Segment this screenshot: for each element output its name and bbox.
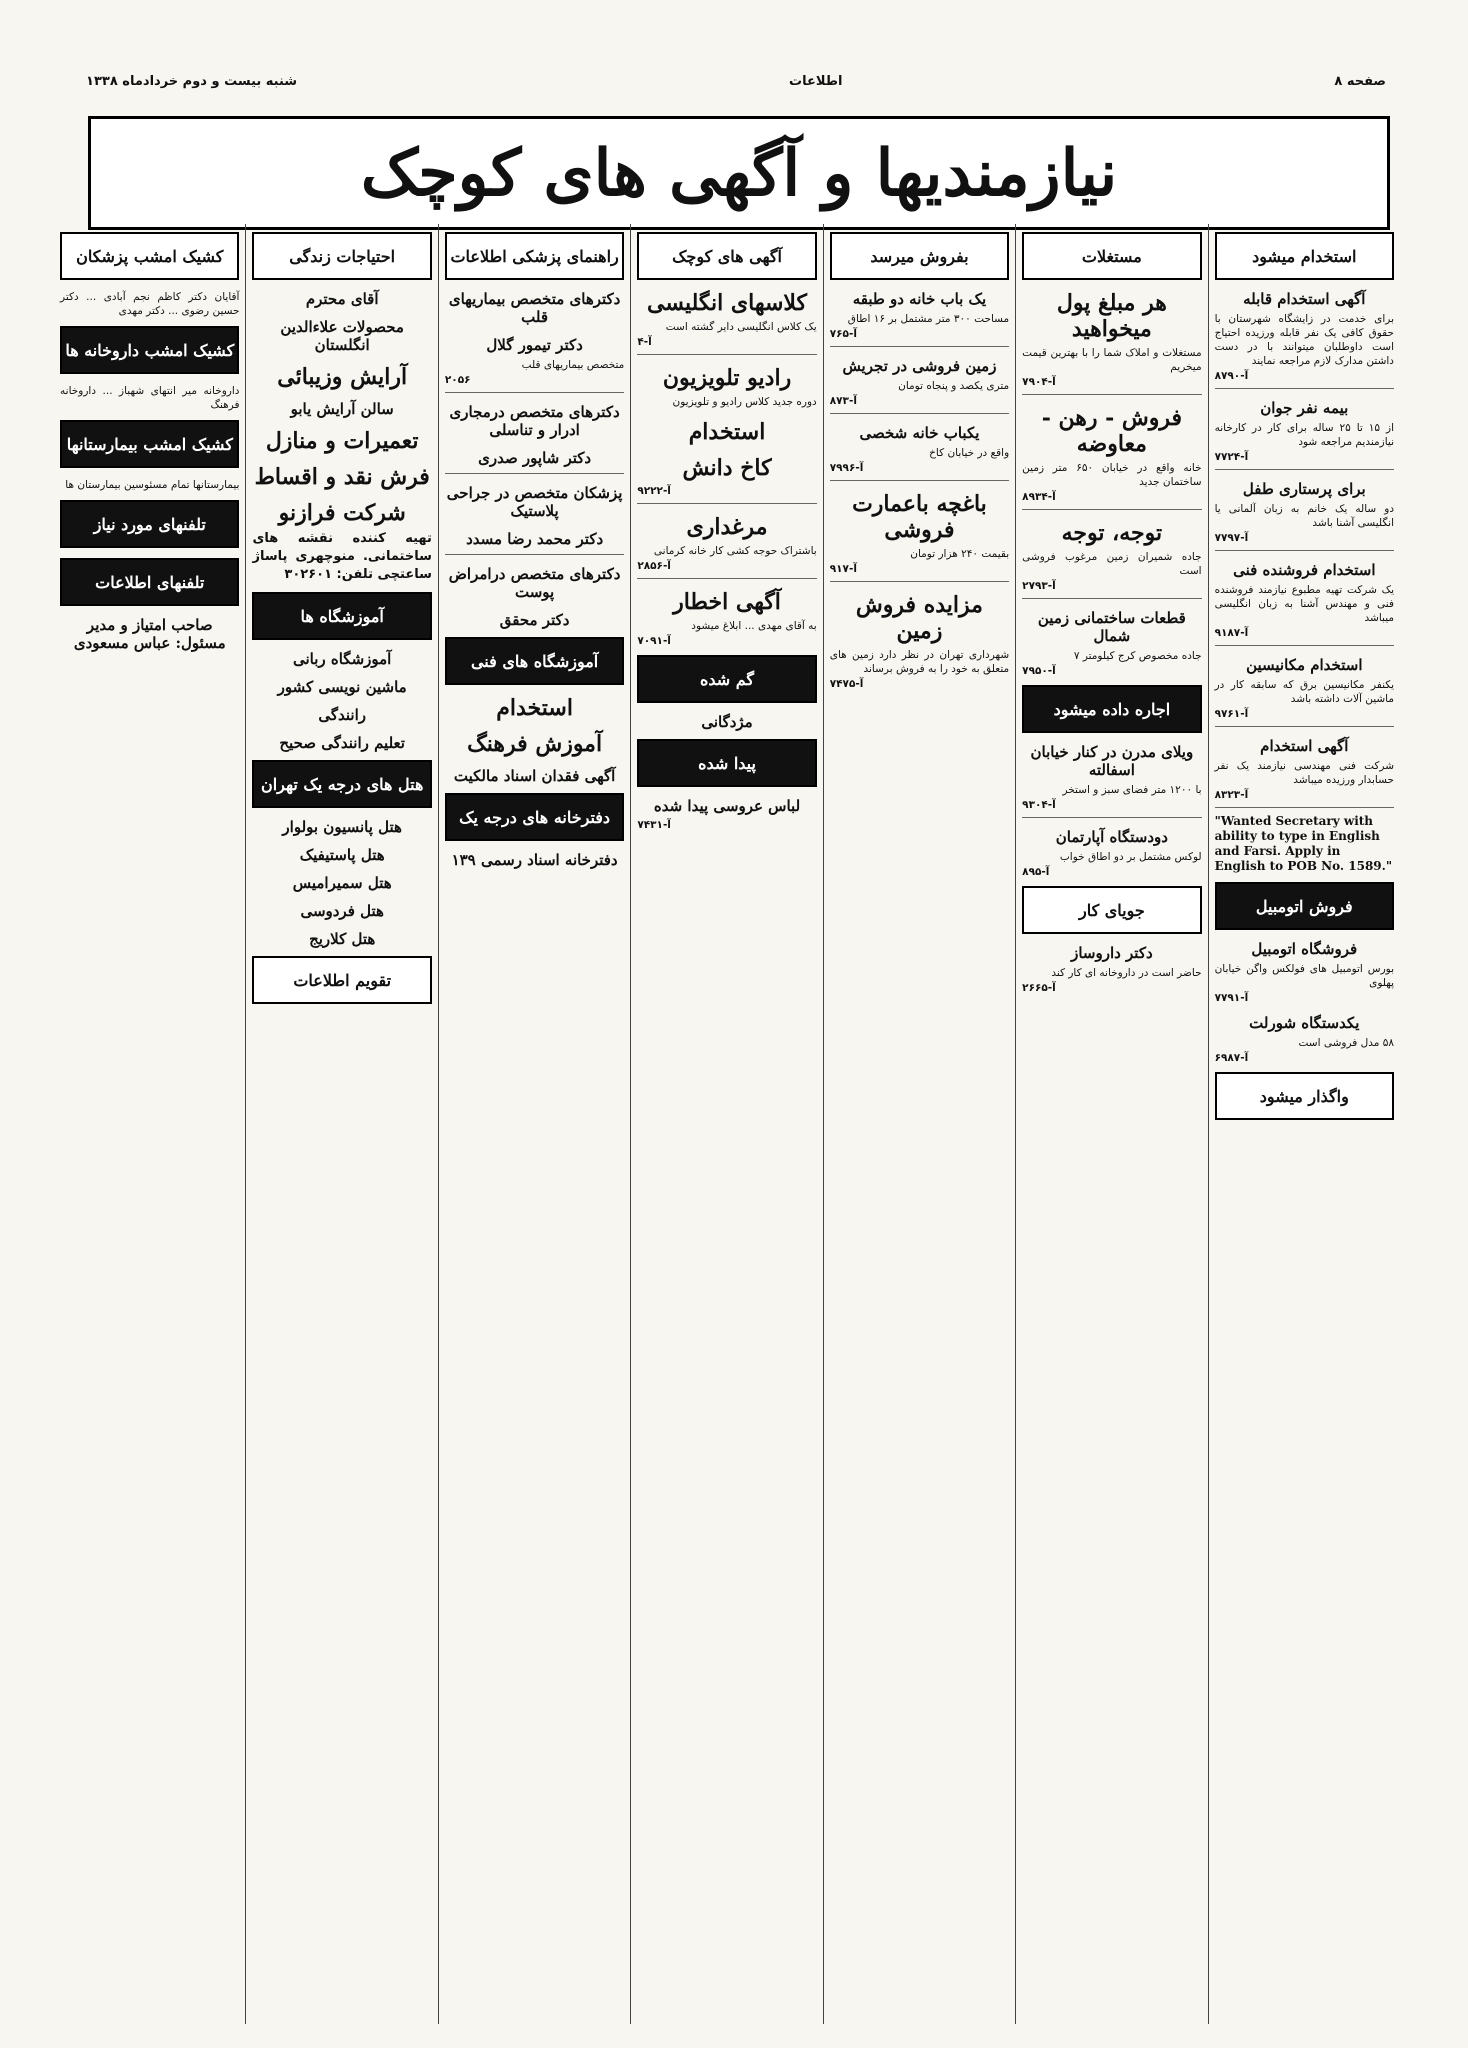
divider	[445, 392, 624, 393]
ad	[637, 455, 816, 497]
ad	[830, 357, 1009, 407]
ad-title: استخدام	[496, 695, 573, 721]
ad-title: آگهی فقدان اسناد مالکیت	[453, 767, 616, 785]
ad	[252, 464, 431, 490]
ad	[637, 419, 816, 445]
ad-title: هر مبلغ پول میخواهید	[1056, 290, 1167, 342]
ad	[1215, 656, 1394, 720]
ad-body: یک کلاس انگلیسی دایر گشته است	[665, 321, 817, 333]
divider	[1215, 550, 1394, 551]
ad-title: هتل فردوسی	[300, 902, 384, 920]
section-heading: جویای کار	[1022, 886, 1201, 934]
divider	[1022, 598, 1201, 599]
ad	[1022, 405, 1201, 503]
ad	[1022, 944, 1201, 994]
ad	[252, 290, 431, 308]
ad-body: واقع در خیابان کاخ	[929, 447, 1010, 459]
ad-title: استخدام	[688, 419, 766, 445]
ad	[252, 846, 431, 864]
divider	[1215, 807, 1394, 808]
ad-title: آگهی استخدام قابله	[1243, 290, 1366, 308]
ad-title: یکباب خانه شخصی	[859, 424, 980, 442]
ad	[830, 424, 1009, 474]
ad-code: آ-۹۲۲۲	[637, 485, 671, 497]
ad-code: آ-۹۱۸۷	[1214, 627, 1249, 639]
divider	[1215, 469, 1394, 470]
ad-title: پزشکان متخصص در جراحی پلاستیک	[446, 484, 623, 520]
ad-body: تهیه کننده نقشه های ساختمانی. منوچهری پاساژ ساعتچی تلفن: ۳۰۲۶۰۱	[252, 531, 432, 582]
ad	[445, 731, 624, 757]
ad-title: شرکت فرازنو	[278, 500, 406, 526]
column-for-sale	[823, 224, 1015, 2024]
column-heading: بفروش میرسد	[830, 232, 1009, 280]
column-night-duty	[54, 224, 245, 2024]
ad-title: کلاسهای انگلیسی	[647, 290, 808, 316]
ad-code: آ-۹۱۷	[829, 563, 857, 575]
ad-body: آقایان دکتر کاظم نجم آبادی ... دکتر حسین رضوی ... دکتر مهدی	[60, 291, 240, 317]
ad-title: دکتر محمد رضا مسدد	[466, 530, 604, 548]
ad-title: ماشین نویسی کشور	[277, 678, 407, 696]
english-ad: "Wanted Secretary with ability to type in English and Farsi. Apply in English to POB No. 1589."	[1214, 814, 1393, 873]
ad	[637, 797, 816, 831]
ad	[445, 767, 624, 785]
ad	[1215, 561, 1394, 639]
divider	[445, 554, 624, 555]
divider	[830, 413, 1009, 414]
ad-title: تعمیرات و منازل	[265, 428, 419, 454]
ad-title: فروشگاه اتومبیل	[1251, 940, 1358, 958]
ad-title: یکدستگاه شورلت	[1249, 1014, 1360, 1032]
ad-title: استخدام فروشنده فنی	[1233, 561, 1376, 579]
ad	[445, 403, 624, 439]
divider	[637, 578, 816, 579]
classifieds-columns	[54, 224, 1400, 2024]
ad-title: مرغداری	[686, 514, 768, 540]
ad-code: ۲۰۵۶	[444, 374, 471, 386]
ad	[1215, 399, 1394, 463]
ad-title: آگهی اخطار	[673, 589, 781, 615]
ad-code: آ-۹۷۶۱	[1214, 708, 1249, 720]
ad-code: آ-۲۶۶۵	[1022, 982, 1056, 994]
ad-title: رادیو تلویزیون	[662, 365, 792, 391]
ad-body: مستغلات و املاک شما را با بهترین قیمت میخریم	[1022, 347, 1202, 373]
column-heading: آگهی های کوچک	[637, 232, 816, 280]
ad	[252, 428, 431, 454]
ad	[445, 565, 624, 601]
ad-body: متری یکصد و پنجاه تومان	[898, 380, 1010, 392]
section-heading: گم شده	[637, 655, 816, 703]
ad-code: آ-۷۰۹۱	[637, 635, 671, 647]
ad-code: آ-۷۴۳۱	[637, 819, 671, 831]
ad	[830, 491, 1009, 575]
column-heading: مستغلات	[1022, 232, 1201, 280]
footer-credit: صاحب امتیاز و مدیر مسئول: عباس مسعودی	[73, 616, 226, 652]
section-heading: اجاره داده میشود	[1022, 685, 1201, 733]
column-real-estate	[1015, 224, 1207, 2024]
section-heading: آموزشگاه ها	[252, 592, 431, 640]
ad-code: آ-۸۷۳	[829, 395, 857, 407]
ad-title: آموزشگاه ربانی	[292, 650, 392, 668]
ad-code: آ-۸۹۵	[1022, 866, 1050, 878]
ad	[252, 818, 431, 836]
ad	[1215, 737, 1394, 801]
ad-title: هتل پانسیون بولوار	[282, 818, 402, 836]
ad	[252, 706, 431, 724]
divider	[1215, 388, 1394, 389]
ad-body: به آقای مهدی ... ابلاغ میشود	[691, 620, 817, 632]
ad-title: دکتر شاپور صدری	[478, 449, 592, 467]
ad	[252, 364, 431, 390]
ad-title: هتل سمیرامیس	[292, 874, 392, 892]
divider	[1215, 726, 1394, 727]
ad-title: زمین فروشی در تجریش	[842, 357, 997, 375]
masthead	[88, 116, 1390, 230]
divider	[830, 480, 1009, 481]
ad-title: دکتر داروساز	[1071, 944, 1153, 962]
ad-title: یک باب خانه دو طبقه	[852, 290, 987, 308]
section-heading: واگذار میشود	[1215, 1072, 1394, 1120]
ad-title: مزایده فروش زمین	[855, 592, 983, 644]
ad-title: استخدام مکانیسین	[1246, 656, 1363, 674]
ad-title: آموزش فرهنگ	[467, 731, 603, 757]
ad-body: دوره جدید کلاس رادیو و تلویزیون	[672, 396, 817, 408]
divider	[637, 503, 816, 504]
divider	[830, 346, 1009, 347]
ad-body: ۵۸ مدل فروشی است	[1298, 1037, 1394, 1049]
ad-body: بقیمت ۲۴۰ هزار تومان	[910, 548, 1010, 560]
ad-title: مژدگانی	[701, 713, 753, 731]
divider	[637, 354, 816, 355]
ad	[637, 290, 816, 348]
section-heading: کشیک امشب بیمارستانها	[60, 420, 239, 468]
ad	[252, 678, 431, 696]
ad	[252, 734, 431, 752]
ad-title: آگهی استخدام	[1260, 737, 1349, 755]
ad	[830, 290, 1009, 340]
ad	[252, 930, 431, 948]
ad-body: از ۱۵ تا ۲۵ ساله برای کار در کارخانه نیازمندیم مراجعه شود	[1214, 422, 1395, 448]
ad-body: داروخانه میر انتهای شهباز ... داروخانه فرهنگ	[60, 385, 240, 411]
ad	[637, 713, 816, 731]
ad-body: خانه واقع در خیابان ۶۵۰ متر زمین ساختمان جدید	[1022, 462, 1202, 488]
ad-code: آ-۸۳۲۳	[1214, 789, 1249, 801]
ad-title: لباس عروسی پیدا شده	[653, 797, 801, 815]
ad-code: آ-۷۷۹۷	[1214, 532, 1249, 544]
ad-code: آ-۷۹۵۰	[1022, 665, 1056, 677]
ad-body: باشتراک حوجه کشی کار خانه کرمانی	[653, 545, 817, 557]
column-heading: احتیاجات زندگی	[252, 232, 431, 280]
ad-code: آ-۷۷۲۴	[1214, 451, 1249, 463]
ad	[830, 592, 1009, 690]
ad-body: بورس اتومبیل های فولکس واگن خیابان پهلوی	[1214, 963, 1394, 989]
ad	[252, 500, 431, 584]
divider	[830, 581, 1009, 582]
ad-title: سالن آرایش یابو	[290, 400, 394, 418]
ad	[1215, 1014, 1394, 1064]
column-heading: راهنمای پزشکی اطلاعات	[445, 232, 624, 280]
column-heading: استخدام میشود	[1215, 232, 1394, 280]
column-heading: کشیک امشب پزشکان	[60, 232, 239, 280]
section-heading: دفترخانه های درجه یک	[445, 793, 624, 841]
divider	[1215, 645, 1394, 646]
ad-code: آ-۶۹۸۷	[1214, 1052, 1249, 1064]
page-number: صفحه ۸	[1334, 74, 1386, 89]
ad-body: شرکت فنی مهندسی نیازمند یک نفر حسابدار ورزیده میباشد	[1214, 760, 1394, 786]
ad-body: بیمارستانها تمام مسئوسین بیمارستان ها	[65, 479, 240, 491]
ad-code: آ-۷۹۰۴	[1022, 376, 1056, 388]
paper-name: اطلاعات	[789, 74, 843, 89]
ad-code: آ-۲۸۵۶	[637, 560, 671, 572]
ad-title: قطعات ساختمانی زمین شمال	[1037, 609, 1186, 645]
ad	[252, 650, 431, 668]
ad-title: برای پرستاری طفل	[1242, 480, 1366, 498]
column-small-ads	[630, 224, 822, 2024]
ad	[1022, 828, 1201, 878]
ad	[1022, 743, 1201, 811]
ad	[1022, 609, 1201, 677]
ad-body: جاده مخصوص کرج کیلومتر ۷	[1073, 650, 1202, 662]
ad	[252, 902, 431, 920]
ad	[637, 589, 816, 647]
ad	[445, 695, 624, 721]
ad-code: آ-۸۹۳۴	[1022, 491, 1056, 503]
ad-title: دکترهای متخصص درامراض پوست	[448, 565, 621, 601]
ad	[445, 290, 624, 326]
ad-title: دکتر تیمور گلال	[486, 336, 583, 354]
divider	[1022, 817, 1201, 818]
ad-body: برای خدمت در زایشگاه شهرستان با حقوق کافی یک نفر قابله ورزیده احتیاج است داوطلبان میتوانند با در دست داشتن مدارک لازم مراجعه نمایند	[1214, 313, 1394, 367]
ad	[1215, 480, 1394, 544]
ad-title: باغچه باعمارت فروشی	[852, 491, 987, 543]
ad-code: آ-۴	[637, 336, 652, 348]
ad-title: دودستگاه آپارتمان	[1055, 828, 1168, 846]
masthead-title: نیازمندیها و آگهی های کوچک	[360, 135, 1118, 211]
column-living-needs	[245, 224, 437, 2024]
ad-code: آ-۷۹۹۶	[829, 462, 864, 474]
ad	[445, 530, 624, 548]
ad-body: مساحت ۳۰۰ متر مشتمل بر ۱۶ اطاق	[847, 313, 1010, 325]
ad-title: آقای محترم	[305, 290, 379, 308]
divider	[445, 473, 624, 474]
section-heading: آموزشگاه های فنی	[445, 637, 624, 685]
section-heading: فروش اتومبیل	[1215, 882, 1394, 930]
ad-title: فروش - رهن - معاوضه	[1041, 405, 1183, 457]
ad-title: دکترهای متخصص درمجاری ادرار و تناسلی	[449, 403, 620, 439]
section-heading: تلفنهای اطلاعات	[60, 558, 239, 606]
column-medical-guide	[438, 224, 630, 2024]
ad-title: هتل کلاریج	[309, 930, 376, 948]
ad-title: ویلای مدرن در کنار خیابان اسفالته	[1030, 743, 1194, 779]
section-heading: تقویم اطلاعات	[252, 956, 431, 1004]
ad	[445, 851, 624, 869]
ad-title: توجه، توجه	[1061, 520, 1163, 546]
ad	[1215, 290, 1394, 382]
column-employment	[1208, 224, 1400, 2024]
ad-body: لوکس مشتمل بر دو اطاق خواب	[1059, 851, 1202, 863]
ad-code: آ-۲۷۹۳	[1022, 580, 1056, 592]
section-heading: کشیک امشب داروخانه ها	[60, 326, 239, 374]
ad-body: یک شرکت تهیه مطبوع نیازمند فروشنده فنی و مهندس آشنا به زبان انگلیسی میباشد	[1214, 584, 1394, 624]
ad-title: رانندگی	[318, 706, 366, 724]
ad	[1022, 520, 1201, 592]
ad-title: دکترهای متخصص بیماریهای قلب	[448, 290, 621, 326]
section-heading: پیدا شده	[637, 739, 816, 787]
ad-title: فرش نقد و اقساط	[254, 464, 430, 490]
ad	[445, 611, 624, 629]
divider	[1022, 394, 1201, 395]
ad-code: آ-۷۷۹۱	[1214, 992, 1249, 1004]
ad-title: بیمه نفر جوان	[1260, 399, 1349, 417]
ad-body: جاده شمیران زمین مرغوب فروشی است	[1022, 551, 1202, 577]
ad	[252, 318, 431, 354]
ad	[445, 336, 624, 386]
ad-title: کاخ دانش	[682, 455, 772, 481]
ad-title: دفترخانه اسناد رسمی ۱۳۹	[451, 851, 618, 869]
ad	[252, 874, 431, 892]
ad	[252, 400, 431, 418]
divider	[1022, 509, 1201, 510]
ad-title: آرایش وزیبائی	[277, 364, 408, 390]
section-heading: تلفنهای مورد نیاز	[60, 500, 239, 548]
ad	[1022, 290, 1201, 388]
ad	[445, 449, 624, 467]
ad-title: تعلیم رانندگی صحیح	[279, 734, 405, 752]
ad-code: آ-۷۴۷۵	[829, 678, 864, 690]
ad-body: دو ساله یک خانم به زبان آلمانی یا انگلیسی آشنا باشد	[1214, 503, 1394, 529]
ad-body: متخصص بیماریهای قلب	[521, 359, 625, 371]
ad-code: آ-۸۷۹۰	[1214, 370, 1249, 382]
ad-title: هتل پاستیفیک	[299, 846, 385, 864]
ad	[637, 365, 816, 409]
ad	[445, 484, 624, 520]
ad-title: محصولات علاءالدین انگلستان	[280, 318, 404, 354]
ad-code: آ-۹۳۰۴	[1022, 799, 1056, 811]
ad	[637, 514, 816, 572]
ad	[1215, 940, 1394, 1004]
issue-date: شنبه بیست و دوم خردادماه ۱۳۳۸	[86, 74, 298, 89]
ad-body: حاضر است در داروخانه ای کار کند	[1051, 967, 1202, 979]
ad-body: شهرداری تهران در نظر دارد زمین های متعلق به خود را به فروش برساند	[829, 649, 1010, 675]
ad-title: دکتر محقق	[499, 611, 570, 629]
page-header	[86, 74, 1386, 88]
ad-body: با ۱۲۰۰ متر فضای سبز و استخر	[1062, 784, 1202, 796]
section-heading: هتل های درجه یک تهران	[252, 760, 431, 808]
ad-body: یکنفر مکانیسین برق که سابقه کار در ماشین آلات داشته باشد	[1214, 679, 1394, 705]
ad-code: آ-۷۶۵	[829, 328, 857, 340]
